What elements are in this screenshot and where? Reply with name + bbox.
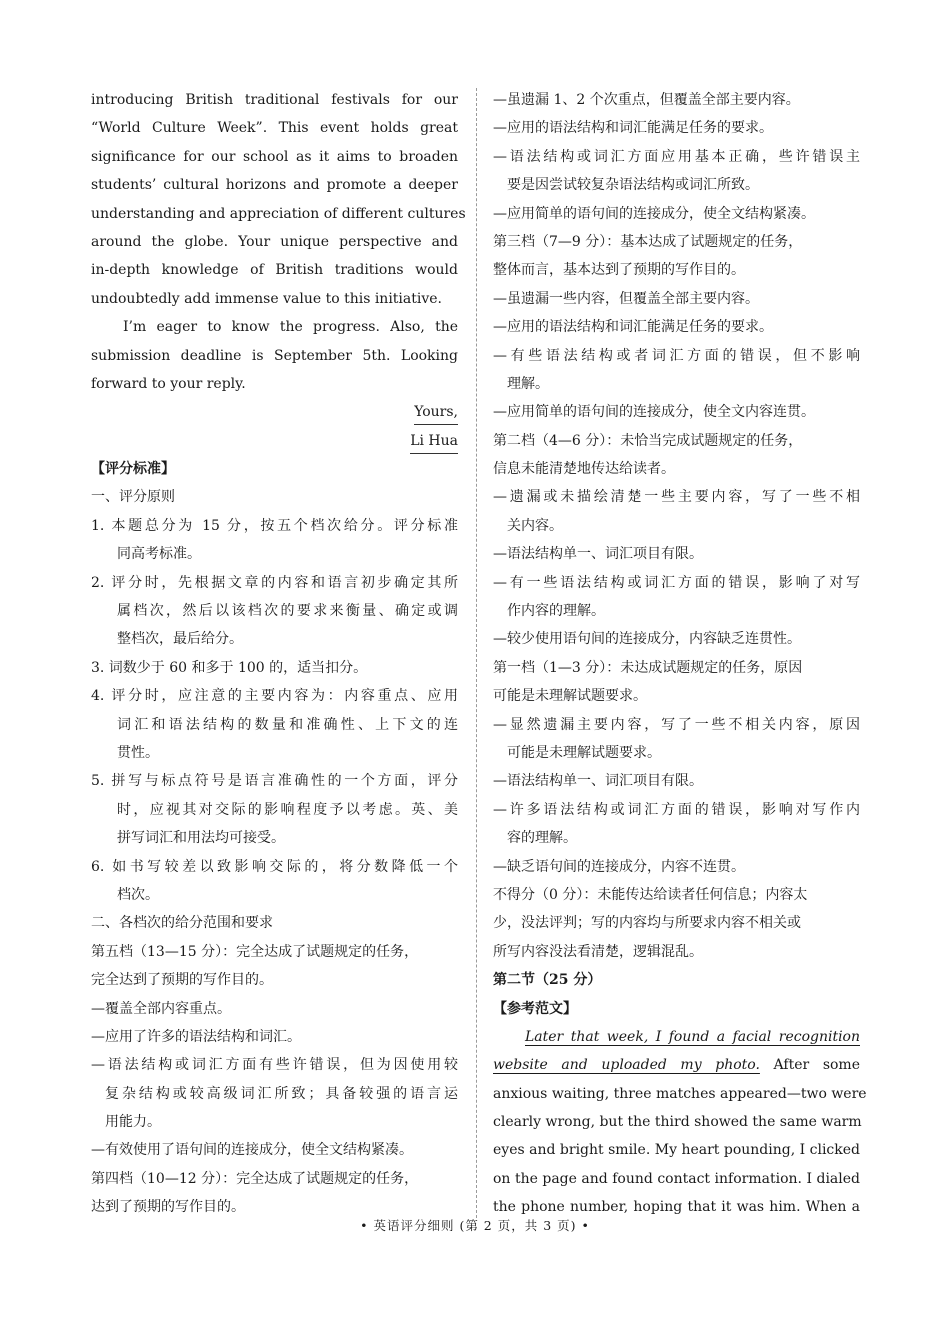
rule-item-line: 同高考标准。 bbox=[117, 546, 201, 563]
level-item-line: 要是因尝试较复杂语法结构或词汇所致。 bbox=[507, 177, 759, 194]
model-essay-line: on the page and found contact information. I dialed bbox=[493, 1170, 860, 1187]
rule-item bbox=[91, 682, 458, 767]
level-item-line: —有些语法结构或者词汇方面的错误，但不影响 bbox=[493, 347, 860, 364]
level-item-line: —虽遗漏一些内容，但覆盖全部主要内容。 bbox=[493, 290, 759, 307]
level-item-line: —许多语法结构或词汇方面的错误，影响对写作内 bbox=[493, 801, 860, 818]
level-item-line: —应用了许多的语法结构和词汇。 bbox=[91, 1028, 301, 1045]
levels-heading: 二、各档次的给分范围和要求 bbox=[91, 915, 273, 932]
page-footer: • 英语评分细则 (第 2 页，共 3 页) • bbox=[360, 1218, 590, 1233]
level-item bbox=[493, 398, 860, 426]
model-essay-line: the phone number, hoping that it was him. When a bbox=[493, 1199, 860, 1216]
level-line: 信息未能清楚地传达给读者。 bbox=[493, 461, 675, 478]
level-line: 完全达到了预期的写作目的。 bbox=[91, 972, 273, 989]
letter-body bbox=[91, 86, 466, 285]
rule-item bbox=[91, 569, 458, 654]
level-item bbox=[493, 711, 860, 768]
rule-item-line: 词汇和语法结构的数量和准确性、上下文的连 bbox=[117, 716, 458, 733]
level-item-line: —较少使用语句间的连接成分，内容缺乏连贯性。 bbox=[493, 631, 801, 648]
level-item bbox=[493, 86, 860, 114]
letter-line: significance for our school as it aims to broaden bbox=[91, 148, 458, 165]
level-line: 整体而言，基本达到了预期的写作目的。 bbox=[493, 262, 745, 279]
level-item bbox=[91, 995, 458, 1023]
letter-paragraph-2 bbox=[91, 313, 458, 370]
level-item bbox=[493, 114, 860, 142]
letter-line: around the globe. Your unique perspective and bbox=[91, 233, 458, 250]
level-item-line: —有一些语法结构或词汇方面的错误，影响了对写 bbox=[493, 574, 860, 591]
level-item bbox=[493, 313, 860, 341]
level-4-description bbox=[91, 1165, 458, 1222]
level-item bbox=[493, 200, 860, 228]
level-item bbox=[493, 483, 860, 540]
level-2-description bbox=[493, 427, 860, 484]
level-line: 第三档（7—9 分）：基本达成了试题规定的任务， bbox=[493, 233, 803, 250]
letter-line: I’m eager to know the progress. Also, the bbox=[123, 319, 458, 336]
level-line: 所写内容没法看清楚，逻辑混乱。 bbox=[493, 943, 703, 960]
level-4-items bbox=[493, 86, 860, 228]
level-line: 达到了预期的写作目的。 bbox=[91, 1199, 245, 1216]
letter-signature: Li Hua bbox=[91, 427, 458, 455]
model-essay-line: clearly wrong, but the third showed the same warm bbox=[493, 1114, 862, 1131]
level-item bbox=[493, 143, 860, 200]
letter-last-line: undoubtedly add immense value to this initiative. bbox=[91, 290, 442, 307]
rule-item-line: 4. 评分时，应注意的主要内容为：内容重点、应用 bbox=[91, 688, 458, 705]
model-essay-body bbox=[493, 1080, 867, 1222]
letter-para2-last-line: forward to your reply. bbox=[91, 375, 246, 392]
level-item-line: —语法结构或词汇方面有些许错误，但为因使用较 bbox=[91, 1057, 458, 1074]
level-item-line: 关内容。 bbox=[507, 517, 563, 534]
level-item-line: —语法结构或词汇方面应用基本正确，些许错误主 bbox=[493, 148, 860, 165]
model-essay-line: Later that week, I found a facial recognition bbox=[525, 1028, 860, 1045]
level-item-line: 复杂结构或较高级词汇所致；具备较强的语言运 bbox=[105, 1085, 458, 1102]
level-item-line: 可能是未理解试题要求。 bbox=[507, 744, 661, 761]
letter-line: submission deadline is September 5th. Looking bbox=[91, 347, 458, 364]
level-item-line: 作内容的理解。 bbox=[507, 603, 605, 620]
level-item bbox=[493, 796, 860, 853]
level-item-line: —语法结构单一、词汇项目有限。 bbox=[493, 773, 703, 790]
level-item bbox=[493, 540, 860, 568]
level-line: 第五档（13—15 分）：完全达成了试题规定的任务， bbox=[91, 943, 419, 960]
rule-item bbox=[91, 654, 458, 682]
rule-item-line: 6. 如书写较差以致影响交际的，将分数降低一个 bbox=[91, 858, 458, 875]
level-item-line: —应用的语法结构和词汇能满足任务的要求。 bbox=[493, 120, 773, 137]
level-line: 不得分（0 分）：未能传达给读者任何信息；内容太 bbox=[493, 886, 808, 903]
level-item-line: 容的理解。 bbox=[507, 830, 577, 847]
level-item bbox=[91, 1136, 458, 1164]
level-line: 第一档（1—3 分）：未达成试题规定的任务，原因 bbox=[493, 659, 803, 676]
rule-item-line: 3. 词数少于 60 和多于 100 的，适当扣分。 bbox=[91, 659, 368, 676]
left-column bbox=[91, 86, 466, 1222]
level-3-items bbox=[493, 285, 860, 427]
level-item-line: —虽遗漏 1、2 个次重点，但覆盖全部主要内容。 bbox=[493, 92, 800, 108]
level-item bbox=[493, 285, 860, 313]
model-essay-line: website and uploaded my photo. After some bbox=[493, 1057, 860, 1074]
model-essay-line: anxious waiting, three matches appeared—two were bbox=[493, 1085, 867, 1102]
letter-line: in-depth knowledge of British traditions would bbox=[91, 262, 458, 279]
level-item-line: —覆盖全部内容重点。 bbox=[91, 1000, 231, 1017]
rule-item-line: 档次。 bbox=[117, 886, 159, 903]
rule-item bbox=[91, 767, 458, 852]
level-item bbox=[91, 1023, 458, 1051]
letter-line: “World Culture Week”. This event holds great bbox=[91, 120, 458, 137]
rule-item-line: 整档次，最后给分。 bbox=[117, 631, 243, 648]
model-essay-line: eyes and bright smile. My heart pounding, I clicked bbox=[493, 1142, 860, 1159]
level-item bbox=[493, 342, 860, 399]
rule-item bbox=[91, 512, 458, 569]
rule-item-line: 贯性。 bbox=[117, 744, 159, 761]
letter-closing: Yours, bbox=[91, 398, 458, 426]
level-item-line: —应用简单的语句间的连接成分，使全文内容连贯。 bbox=[493, 404, 815, 421]
level-item-line: —缺乏语句间的连接成分，内容不连贯。 bbox=[493, 858, 745, 875]
model-essay-heading: 【参考范文】 bbox=[493, 1000, 577, 1017]
rule-item-line: 5. 拼写与标点符号是语言准确性的一个方面，评分 bbox=[91, 773, 458, 790]
rule-item-line: 时，应视其对交际的影响程度予以考虑。英、美 bbox=[117, 801, 458, 818]
level-line: 第四档（10—12 分）：完全达成了试题规定的任务， bbox=[91, 1170, 419, 1187]
level-item bbox=[91, 1051, 458, 1136]
criteria-heading: 【评分标准】 bbox=[91, 461, 175, 478]
level-line: 第二档（4—6 分）：未恰当完成试题规定的任务， bbox=[493, 432, 803, 449]
level-item bbox=[493, 767, 860, 795]
right-column bbox=[493, 86, 867, 1222]
level-5-description bbox=[91, 938, 458, 995]
level-item bbox=[493, 625, 860, 653]
principle-heading: 一、评分原则 bbox=[91, 489, 175, 506]
level-item-line: —有效使用了语句间的连接成分，使全文结构紧凑。 bbox=[91, 1142, 413, 1159]
rule-item bbox=[91, 853, 458, 910]
level-2-items bbox=[493, 483, 860, 653]
column-divider bbox=[476, 88, 477, 1218]
level-1-items bbox=[493, 711, 860, 881]
rules-list bbox=[91, 512, 458, 909]
level-3-description bbox=[493, 228, 860, 285]
rule-item-line: 2. 评分时，先根据文章的内容和语言初步确定其所 bbox=[91, 574, 458, 591]
level-line: 少，没法评判；写的内容均与所要求内容不相关或 bbox=[493, 915, 801, 932]
level-item-line: —显然遗漏主要内容，写了一些不相关内容，原因 bbox=[493, 716, 860, 733]
level-line: 可能是未理解试题要求。 bbox=[493, 688, 647, 705]
letter-line: students’ cultural horizons and promote a deeper bbox=[91, 177, 458, 194]
level-item-line: 用能力。 bbox=[105, 1114, 161, 1131]
section-2-heading: 第二节（25 分） bbox=[493, 972, 602, 989]
level-0-description bbox=[493, 881, 860, 966]
rule-item-line: 1. 本题总分为 15 分，按五个档次给分。评分标准 bbox=[91, 517, 458, 534]
level-item-line: —应用的语法结构和词汇能满足任务的要求。 bbox=[493, 319, 773, 336]
level-item bbox=[493, 853, 860, 881]
rule-item-line: 属档次，然后以该档次的要求来衡量、确定或调 bbox=[117, 603, 458, 620]
level-item bbox=[493, 569, 860, 626]
level-item-line: —遗漏或未描绘清楚一些主要内容，写了一些不相 bbox=[493, 489, 860, 506]
level-5-items bbox=[91, 995, 458, 1165]
letter-line: understanding and appreciation of different cultures bbox=[91, 205, 466, 222]
level-1-description bbox=[493, 654, 860, 711]
level-item-line: —语法结构单一、词汇项目有限。 bbox=[493, 546, 703, 563]
level-item-line: —应用简单的语句间的连接成分，使全文结构紧凑。 bbox=[493, 205, 815, 222]
level-item-line: 理解。 bbox=[507, 375, 549, 392]
rule-item-line: 拼写词汇和用法均可接受。 bbox=[117, 830, 285, 847]
letter-line: introducing British traditional festivals for our bbox=[91, 92, 458, 108]
